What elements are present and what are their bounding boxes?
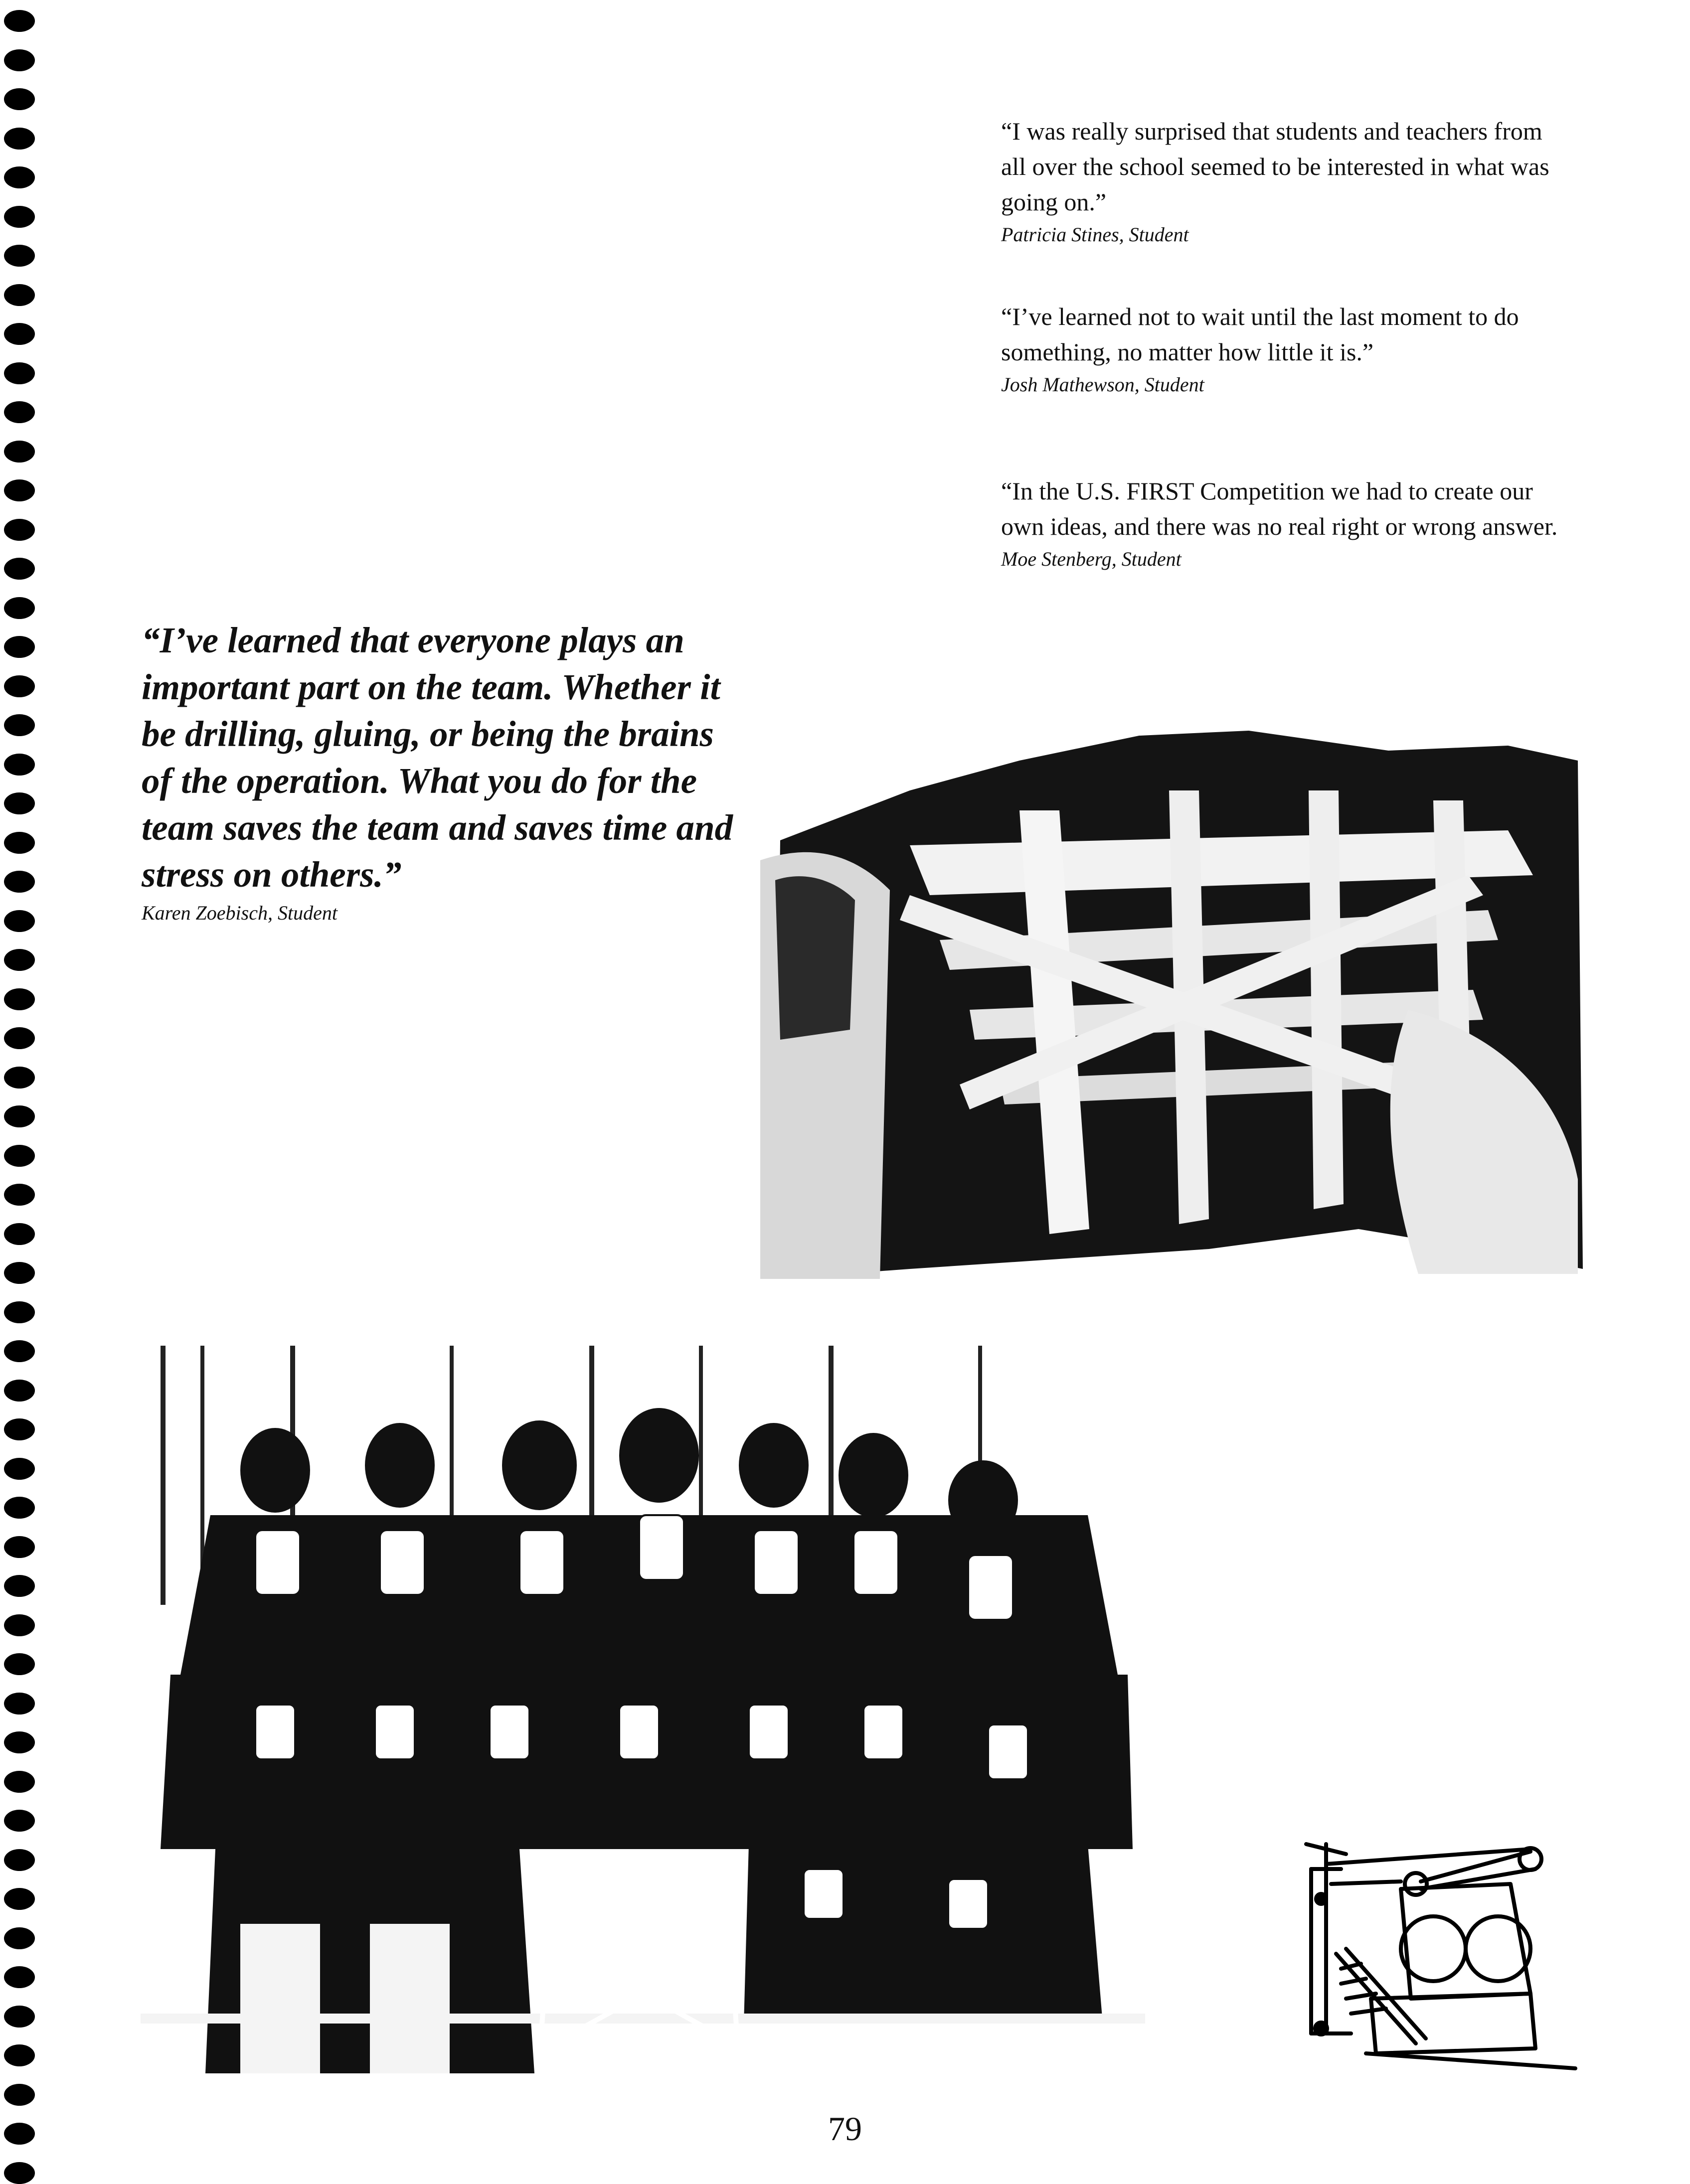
binding-hole bbox=[4, 128, 35, 150]
binding-hole bbox=[4, 1731, 35, 1753]
binding-hole bbox=[4, 1458, 35, 1480]
binding-hole bbox=[4, 1888, 35, 1910]
binding-hole bbox=[4, 714, 35, 736]
robot-frame-photo-image bbox=[760, 731, 1590, 1279]
binding-hole bbox=[4, 1340, 35, 1362]
binding-hole bbox=[4, 1380, 35, 1402]
binding-hole bbox=[4, 675, 35, 697]
binding-hole bbox=[4, 910, 35, 932]
binding-hole bbox=[4, 1301, 35, 1323]
binding-hole bbox=[4, 245, 35, 267]
binding-hole bbox=[4, 1067, 35, 1089]
quote-3-text: “In the U.S. FIRST Competition we had to create our own ideas, and there was no real right or wrong answer. bbox=[1001, 477, 1558, 540]
featured-quote-text: “I’ve learned that everyone plays an important part on the team. Whether it be drilling, gluing, or being the brains of the operation. What you do for the team saves the team and saves time and stress on others.” bbox=[142, 620, 733, 895]
binding-hole bbox=[4, 49, 35, 71]
binding-hole bbox=[4, 597, 35, 619]
binding-hole bbox=[4, 2084, 35, 2106]
binding-hole bbox=[4, 1849, 35, 1871]
binding-hole bbox=[4, 479, 35, 501]
quote-3-author: Moe Stenberg, Student bbox=[1001, 548, 1182, 570]
binding-hole bbox=[4, 1536, 35, 1558]
binding-hole bbox=[4, 441, 35, 463]
robot-frame-photo bbox=[760, 731, 1590, 1279]
binding-hole bbox=[4, 1653, 35, 1675]
binding-hole bbox=[4, 1262, 35, 1284]
binding-hole bbox=[4, 1693, 35, 1715]
binding-hole bbox=[4, 558, 35, 580]
binding-hole bbox=[4, 949, 35, 971]
binding-hole bbox=[4, 1614, 35, 1636]
binding-hole bbox=[4, 792, 35, 814]
binding-hole bbox=[4, 284, 35, 306]
binding-hole bbox=[4, 1223, 35, 1245]
quote-1 bbox=[1001, 114, 1564, 248]
binding-hole bbox=[4, 754, 35, 776]
binding-hole bbox=[4, 832, 35, 854]
quote-1-author: Patricia Stines, Student bbox=[1001, 223, 1189, 246]
binding-hole bbox=[4, 362, 35, 384]
binding-hole bbox=[4, 2006, 35, 2028]
spiral-binding bbox=[0, 0, 55, 2172]
binding-hole bbox=[4, 2044, 35, 2066]
binding-hole bbox=[4, 636, 35, 658]
quote-2 bbox=[1001, 299, 1564, 398]
quote-3 bbox=[1001, 473, 1564, 572]
binding-hole bbox=[4, 401, 35, 423]
binding-hole bbox=[4, 166, 35, 188]
binding-hole bbox=[4, 323, 35, 345]
quote-2-author: Josh Mathewson, Student bbox=[1001, 373, 1204, 396]
binding-hole bbox=[4, 1418, 35, 1440]
binding-hole bbox=[4, 1927, 35, 1949]
binding-hole bbox=[4, 88, 35, 110]
binding-hole bbox=[4, 10, 35, 32]
binding-hole bbox=[4, 1105, 35, 1127]
binding-hole bbox=[4, 1966, 35, 1988]
binding-hole bbox=[4, 1184, 35, 1206]
binding-hole bbox=[4, 1027, 35, 1049]
binding-hole bbox=[4, 1575, 35, 1597]
team-group-photo-image bbox=[141, 1346, 1145, 2073]
robot-line-drawing bbox=[1301, 1834, 1585, 2078]
binding-hole bbox=[4, 2162, 35, 2184]
binding-hole bbox=[4, 988, 35, 1010]
featured-quote bbox=[142, 617, 740, 925]
binding-hole bbox=[4, 871, 35, 893]
quote-1-text: “I was really surprised that students and teachers from all over the school seemed to be interested in what was going on.” bbox=[1001, 117, 1549, 216]
binding-hole bbox=[4, 1145, 35, 1167]
binding-hole bbox=[4, 1497, 35, 1519]
binding-hole bbox=[4, 1771, 35, 1793]
team-group-photo bbox=[141, 1346, 1145, 2073]
binding-hole bbox=[4, 1810, 35, 1832]
page-number: 79 bbox=[828, 2110, 862, 2148]
quote-2-text: “I’ve learned not to wait until the last moment to do something, no matter how little it is.” bbox=[1001, 303, 1519, 366]
robot-line-drawing-image bbox=[1301, 1834, 1585, 2078]
binding-hole bbox=[4, 206, 35, 228]
featured-quote-author: Karen Zoebisch, Student bbox=[142, 902, 338, 924]
binding-hole bbox=[4, 519, 35, 541]
